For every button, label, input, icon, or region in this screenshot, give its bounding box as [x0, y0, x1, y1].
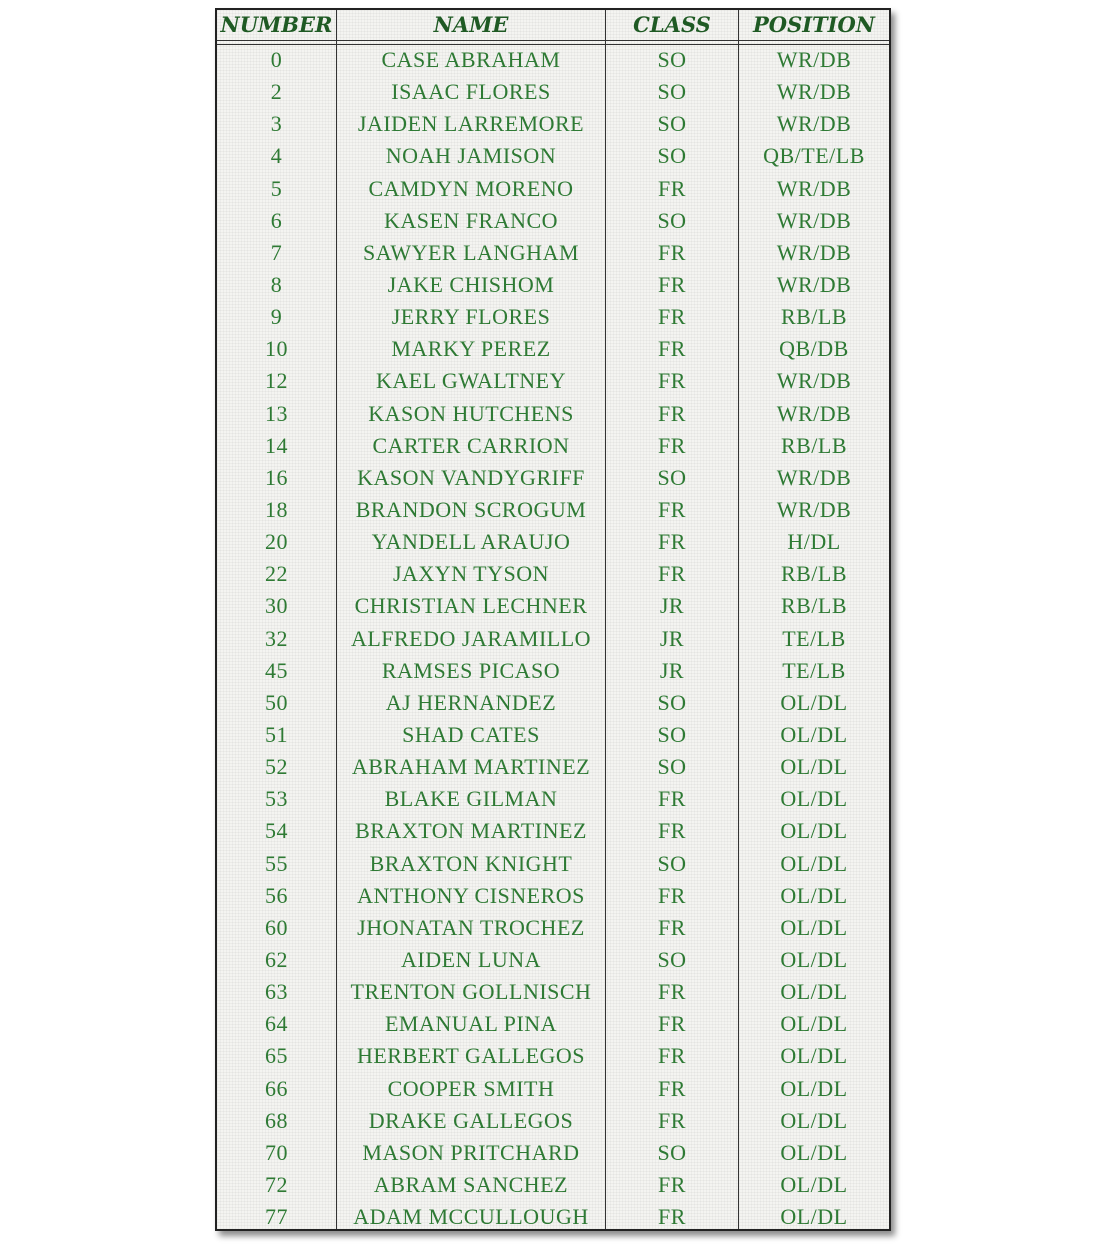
- player-class: SO: [657, 850, 687, 876]
- player-class: SO: [657, 754, 687, 780]
- player-number: 54: [265, 818, 288, 844]
- table-row: [217, 205, 889, 237]
- player-number: 32: [265, 625, 288, 651]
- player-name: AJ HERNANDEZ: [385, 689, 557, 715]
- table-row: [217, 365, 889, 397]
- player-class: FR: [658, 271, 686, 297]
- player-class: SO: [657, 946, 687, 972]
- header-name: NAME: [433, 12, 509, 37]
- player-number: 64: [265, 1011, 288, 1037]
- player-class: FR: [658, 1075, 686, 1101]
- player-position: OL/DL: [780, 689, 848, 715]
- player-name: CASE ABRAHAM: [381, 47, 561, 72]
- player-number: 62: [265, 946, 288, 972]
- table-row: [217, 912, 889, 944]
- player-class: FR: [658, 304, 686, 330]
- player-number: 52: [265, 754, 288, 780]
- player-number: 77: [265, 1204, 288, 1230]
- player-position: OL/DL: [780, 914, 848, 940]
- table-row: [217, 398, 889, 430]
- player-number: 30: [265, 593, 288, 619]
- player-position: WR/DB: [776, 464, 852, 490]
- player-name: BRAXTON KNIGHT: [369, 850, 573, 876]
- player-position: OL/DL: [780, 1204, 848, 1230]
- table-row: [217, 1073, 889, 1105]
- player-position: WR/DB: [776, 400, 852, 426]
- player-number: 7: [270, 239, 283, 265]
- player-number: 50: [265, 689, 288, 715]
- player-number: 63: [265, 979, 288, 1005]
- table-row: [217, 880, 889, 912]
- player-position: WR/DB: [776, 79, 852, 105]
- player-class: SO: [657, 1139, 687, 1165]
- player-class: FR: [658, 432, 686, 458]
- player-class: SO: [657, 143, 687, 169]
- table-row: [217, 430, 889, 462]
- header-position: POSITION: [752, 12, 875, 37]
- player-position: QB/DB: [779, 336, 849, 362]
- player-number: 65: [265, 1043, 288, 1069]
- table-row: [217, 1201, 889, 1233]
- player-position: RB/LB: [780, 593, 848, 619]
- player-class: FR: [658, 239, 686, 265]
- player-class: FR: [658, 368, 686, 394]
- player-position: OL/DL: [780, 1011, 848, 1037]
- table-body: [217, 44, 889, 1233]
- player-number: 9: [270, 304, 283, 330]
- player-name: KASON HUTCHENS: [368, 400, 574, 426]
- player-number: 60: [265, 914, 288, 940]
- player-name: ABRAM SANCHEZ: [373, 1171, 569, 1197]
- player-class: FR: [658, 1011, 686, 1037]
- player-number: 4: [270, 143, 283, 169]
- player-position: TE/LB: [782, 625, 846, 651]
- player-position: OL/DL: [780, 850, 848, 876]
- player-name: MASON PRITCHARD: [362, 1139, 580, 1165]
- player-name: CHRISTIAN LECHNER: [354, 593, 588, 619]
- player-number: 2: [270, 79, 283, 105]
- player-number: 5: [270, 175, 283, 201]
- table-row: [217, 269, 889, 301]
- player-number: 68: [265, 1107, 288, 1133]
- table-row: [217, 76, 889, 108]
- player-position: WR/DB: [776, 111, 852, 137]
- player-name: JERRY FLORES: [391, 304, 551, 330]
- player-name: ABRAHAM MARTINEZ: [351, 754, 591, 780]
- player-number: 51: [265, 721, 288, 747]
- table-row: [217, 623, 889, 655]
- player-class: FR: [658, 175, 686, 201]
- player-class: FR: [658, 1171, 686, 1197]
- player-class: FR: [658, 561, 686, 587]
- player-name: KASON VANDYGRIFF: [357, 464, 585, 490]
- player-class: SO: [657, 464, 687, 490]
- player-class: JR: [659, 625, 685, 651]
- player-name: DRAKE GALLEGOS: [368, 1107, 574, 1133]
- player-position: RB/LB: [780, 561, 848, 587]
- player-position: OL/DL: [780, 1075, 848, 1101]
- player-position: WR/DB: [776, 368, 852, 394]
- player-position: RB/LB: [780, 304, 848, 330]
- player-position: OL/DL: [780, 1043, 848, 1069]
- player-number: 16: [265, 464, 288, 490]
- player-number: 66: [265, 1075, 288, 1101]
- player-position: WR/DB: [776, 271, 852, 297]
- header-number: NUMBER: [220, 12, 333, 37]
- player-name: JAKE CHISHOM: [387, 271, 555, 297]
- player-position: WR/DB: [776, 207, 852, 233]
- player-number: 8: [270, 271, 283, 297]
- player-name: KAEL GWALTNEY: [375, 368, 566, 394]
- player-name: ALFREDO JARAMILLO: [350, 625, 592, 651]
- table-row: [217, 494, 889, 526]
- player-number: 45: [265, 657, 288, 683]
- player-class: JR: [659, 593, 685, 619]
- player-class: SO: [657, 79, 687, 105]
- player-position: WR/DB: [776, 175, 852, 201]
- table-row: [217, 1169, 889, 1201]
- player-number: 3: [270, 111, 283, 137]
- table-row: [217, 1137, 889, 1169]
- player-position: OL/DL: [780, 1171, 848, 1197]
- player-name: BRANDON SCROGUM: [355, 496, 587, 522]
- table-row: [217, 976, 889, 1008]
- table-row: [217, 687, 889, 719]
- player-position: OL/DL: [780, 1139, 848, 1165]
- table-row: [217, 783, 889, 815]
- table-row: [217, 751, 889, 783]
- player-class: FR: [658, 818, 686, 844]
- player-position: WR/DB: [776, 496, 852, 522]
- player-class: FR: [658, 914, 686, 940]
- player-number: 22: [265, 561, 288, 587]
- player-number: 18: [265, 496, 288, 522]
- player-position: OL/DL: [780, 786, 848, 812]
- table-row: [217, 558, 889, 590]
- player-number: 14: [265, 432, 288, 458]
- player-class: FR: [658, 979, 686, 1005]
- player-class: FR: [658, 1107, 686, 1133]
- player-number: 72: [265, 1171, 288, 1197]
- player-number: 56: [265, 882, 288, 908]
- player-name: NOAH JAMISON: [385, 143, 557, 169]
- player-position: OL/DL: [780, 754, 848, 780]
- player-name: SHAD CATES: [402, 721, 540, 747]
- player-name: SAWYER LANGHAM: [362, 239, 580, 265]
- player-class: FR: [658, 882, 686, 908]
- player-name: KASEN FRANCO: [383, 207, 559, 233]
- player-class: SO: [657, 47, 687, 72]
- player-position: OL/DL: [780, 1107, 848, 1133]
- player-class: FR: [658, 400, 686, 426]
- player-number: 55: [265, 850, 288, 876]
- player-class: SO: [657, 207, 687, 233]
- player-name: MARKY PEREZ: [391, 336, 551, 362]
- table-row: [217, 944, 889, 976]
- player-name: YANDELL ARAUJO: [371, 529, 571, 555]
- player-name: JHONATAN TROCHEZ: [357, 914, 585, 940]
- table-row: [217, 44, 889, 76]
- player-class: SO: [657, 721, 687, 747]
- player-number: 20: [265, 529, 288, 555]
- table-header: [217, 10, 889, 40]
- player-name: CAMDYN MORENO: [368, 175, 574, 201]
- table-row: [217, 1008, 889, 1040]
- table-row: [217, 655, 889, 687]
- table-row: [217, 1040, 889, 1072]
- player-class: FR: [658, 336, 686, 362]
- table-row: [217, 237, 889, 269]
- player-position: WR/DB: [776, 47, 852, 72]
- player-number: 0: [270, 47, 283, 72]
- player-number: 6: [270, 207, 283, 233]
- player-class: FR: [658, 496, 686, 522]
- table-row: [217, 301, 889, 333]
- table-row: [217, 140, 889, 172]
- player-name: ISAAC FLORES: [391, 79, 551, 105]
- player-name: EMANUAL PINA: [384, 1011, 557, 1037]
- player-position: TE/LB: [782, 657, 846, 683]
- table-row: [217, 526, 889, 558]
- player-number: 13: [265, 400, 288, 426]
- player-position: RB/LB: [780, 432, 848, 458]
- table-row: [217, 173, 889, 205]
- player-class: FR: [658, 1204, 686, 1230]
- player-position: QB/TE/LB: [763, 143, 865, 169]
- table-row: [217, 590, 889, 622]
- player-number: 10: [265, 336, 288, 362]
- player-class: SO: [657, 111, 687, 137]
- player-name: HERBERT GALLEGOS: [356, 1043, 586, 1069]
- player-position: H/DL: [787, 529, 841, 555]
- table-row: [217, 848, 889, 880]
- player-class: FR: [658, 1043, 686, 1069]
- player-name: JAIDEN LARREMORE: [357, 111, 585, 137]
- table-row: [217, 1105, 889, 1137]
- player-position: WR/DB: [776, 239, 852, 265]
- player-class: JR: [659, 657, 685, 683]
- player-name: BLAKE GILMAN: [384, 786, 558, 812]
- table-row: [217, 333, 889, 365]
- table-row: [217, 108, 889, 140]
- player-name: BRAXTON MARTINEZ: [355, 818, 587, 844]
- player-number: 12: [265, 368, 288, 394]
- player-name: ANTHONY CISNEROS: [357, 882, 585, 908]
- player-name: CARTER CARRION: [372, 432, 570, 458]
- player-name: RAMSES PICASO: [381, 657, 561, 683]
- player-name: AIDEN LUNA: [400, 946, 542, 972]
- player-position: OL/DL: [780, 882, 848, 908]
- player-position: OL/DL: [780, 979, 848, 1005]
- player-class: SO: [657, 689, 687, 715]
- player-position: OL/DL: [780, 818, 848, 844]
- player-name: COOPER SMITH: [387, 1075, 555, 1101]
- table-row: [217, 462, 889, 494]
- player-name: TRENTON GOLLNISCH: [350, 979, 592, 1005]
- table-row: [217, 815, 889, 847]
- player-class: FR: [658, 786, 686, 812]
- player-number: 70: [265, 1139, 288, 1165]
- player-position: OL/DL: [780, 946, 848, 972]
- player-name: JAXYN TYSON: [392, 561, 550, 587]
- roster-table: [215, 8, 891, 1231]
- player-name: ADAM MCCULLOUGH: [353, 1204, 589, 1230]
- player-position: OL/DL: [780, 721, 848, 747]
- player-class: FR: [658, 529, 686, 555]
- header-class: CLASS: [633, 12, 711, 37]
- player-number: 53: [265, 786, 288, 812]
- table-row: [217, 719, 889, 751]
